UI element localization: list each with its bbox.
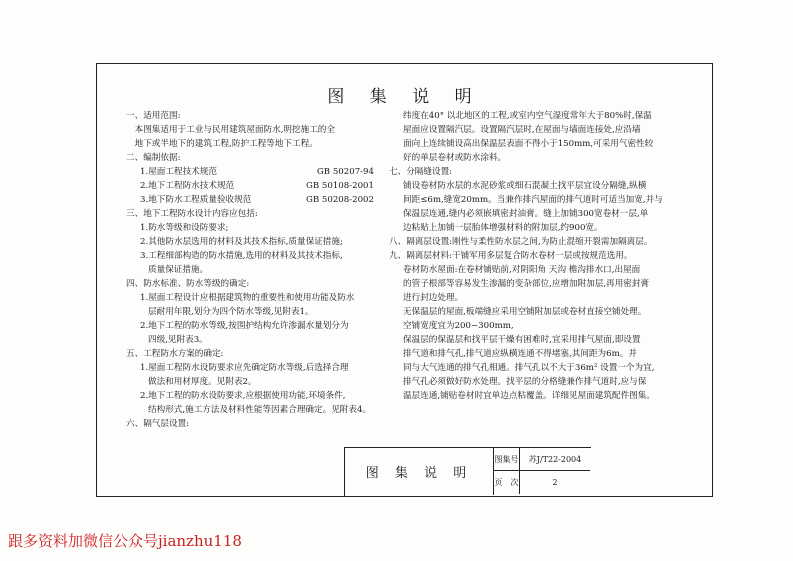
text-line: 一、适用范围: (126, 111, 181, 121)
page-title: 图 集 说 明 (327, 87, 482, 107)
right-column (389, 109, 701, 403)
title-block (344, 447, 591, 496)
text-line: 2.地下工程的防水等级,按围护结构允许渗漏水量划分为 (140, 321, 349, 331)
text-line: 排气道和排气孔,排气道应纵横连通不得堵塞,其间距为6m。并 (403, 349, 637, 359)
text-line: 九、隔离层材料:干铺军用多层复合防水卷材一层或按规范选用。 (389, 251, 633, 261)
text-line: 屋面应设置隔汽层。设置隔汽层时,在屋面与墙面连接处,应沿墙 (403, 125, 641, 135)
text-line: 五、工程防水方案的确定: (126, 349, 224, 359)
text-line: 做法和用材厚度。见附表2。 (148, 377, 257, 387)
title-block-page-row (494, 471, 590, 494)
text-line: 无保温层的屋面,板端缝应采用空铺附加层或卷材直接空铺处理。 (403, 307, 647, 317)
text-line: 1.屋面工程防水设防要求应先确定防水等级,后选择合理 (140, 363, 349, 373)
text-line: 七、分隔缝设置: (389, 167, 453, 177)
left-column (112, 109, 384, 431)
text-line (112, 179, 384, 193)
text-line: 卷材防水屋面:在卷材铺贴前,对阴阳角 天沟 檐沟排水口,出屋面 (403, 265, 641, 275)
text-line: 1.防水等级和设防要求; (140, 223, 229, 233)
atlas-no-label: 图集号 (494, 448, 520, 470)
standard-name: 3.地下防水工程质量验收规范 (140, 195, 252, 205)
atlas-no-value: 苏J/T22-2004 (528, 454, 582, 464)
text-line: 纬度在40° 以北地区的工程,或室内空气湿度常年大于80%时,保温 (403, 111, 652, 121)
text-line: 保温层的保温层和找平层干燥有困难时,宜采用排气屋面,即设置 (403, 335, 641, 345)
text-line: 间距≤6m,缝宽20mm。当兼作排汽屋面的排气道时可适当加宽,并与 (403, 195, 663, 205)
text-line: 二、编制依据: (126, 153, 181, 163)
text-line: 同与大气连通的排气孔相通。排气孔以不大于36m² 设置一个为宜, (403, 363, 655, 373)
text-line: 1.屋面工程设计应根据建筑物的重要性和使用功能及防水 (140, 293, 355, 303)
title-block-name: 图 集 说 明 (345, 448, 494, 495)
text-line: 四级,见附表3。 (148, 335, 208, 345)
title-block-atlas-row (494, 448, 590, 471)
text-line: 空铺宽度宜为200~300mm, (403, 321, 514, 331)
text-line: 结构形式,施工方法及材料性能等因素合理确定。见附表4。 (148, 405, 372, 415)
standard-code: GB 50208-2002 (305, 195, 374, 205)
watermark-text: 跟多资料加微信公众号jianzhu118 (8, 532, 242, 550)
text-line: 六、隔气层设置: (126, 419, 190, 429)
standard-name: 1.屋面工程技术规范 (140, 167, 217, 177)
text-line: 质量保证措施。 (148, 265, 209, 275)
text-line: 2.地下工程的防水设防要求,应根据使用功能,环境条件, (140, 391, 346, 401)
text-line: 温层连通,铺贴卷材时宜单边点粘覆盖。详细见屋面建筑配件图集。 (403, 391, 655, 401)
text-line: 地下或半地下的建筑工程,防护工程等地下工程。 (126, 139, 318, 149)
text-line: 八、隔离层设置:刚性与柔性防水层之间,为防止混缩开裂需加隔离层。 (389, 237, 653, 247)
text-line: 排气孔必须做好防水处理。找平层的分格缝兼作排气道时,应与保 (403, 377, 647, 387)
text-line: 的管子根部等容易发生渗漏的变杂部位,应增加附加层,再用密封膏 (403, 279, 650, 289)
text-line: 面向上连续铺设高出保温层表面不得小于150mm,可采用气密性较 (403, 139, 654, 149)
text-line: 边粘贴上加铺一层胎体增强材料的附加层,约900宽。 (403, 223, 603, 233)
text-line: 进行封边处理。 (403, 293, 464, 303)
page-value: 2 (552, 478, 558, 487)
text-line (112, 165, 384, 179)
text-line: 2.其他防水层选用的材料及其技术指标,质量保证措施; (140, 237, 343, 247)
standard-name: 2.地下工程防水技术规范 (140, 181, 235, 191)
text-line: 好的单层卷材或防水涂料。 (403, 153, 507, 163)
drawing-frame (96, 63, 713, 497)
text-line: 3.工程细部构造的防水措施,选用的材料及其技术指标, (140, 251, 343, 261)
standard-code: GB 50108-2001 (305, 181, 374, 191)
text-line: 本图集适用于工业与民用建筑屋面防水,明挖施工的全 (126, 125, 335, 135)
page-label: 页 次 (494, 471, 520, 494)
standard-code: GB 50207-94 (316, 167, 374, 177)
text-line: 层耐用年限,划分为四个防水等级,见附表1。 (148, 307, 314, 317)
text-line: 四、防水标准、防水等级的确定: (126, 279, 250, 289)
text-line: 三、地下工程防水设计内容应包括: (126, 209, 258, 219)
text-line: 铺设卷材防水层的水泥砂浆或细石混凝土找平层宜设分隔缝,纵横 (403, 181, 647, 191)
text-line (112, 193, 384, 207)
text-line: 保温层连通,缝内必须嵌填密封油膏。缝上加铺300宽卷材一层,单 (403, 209, 649, 219)
